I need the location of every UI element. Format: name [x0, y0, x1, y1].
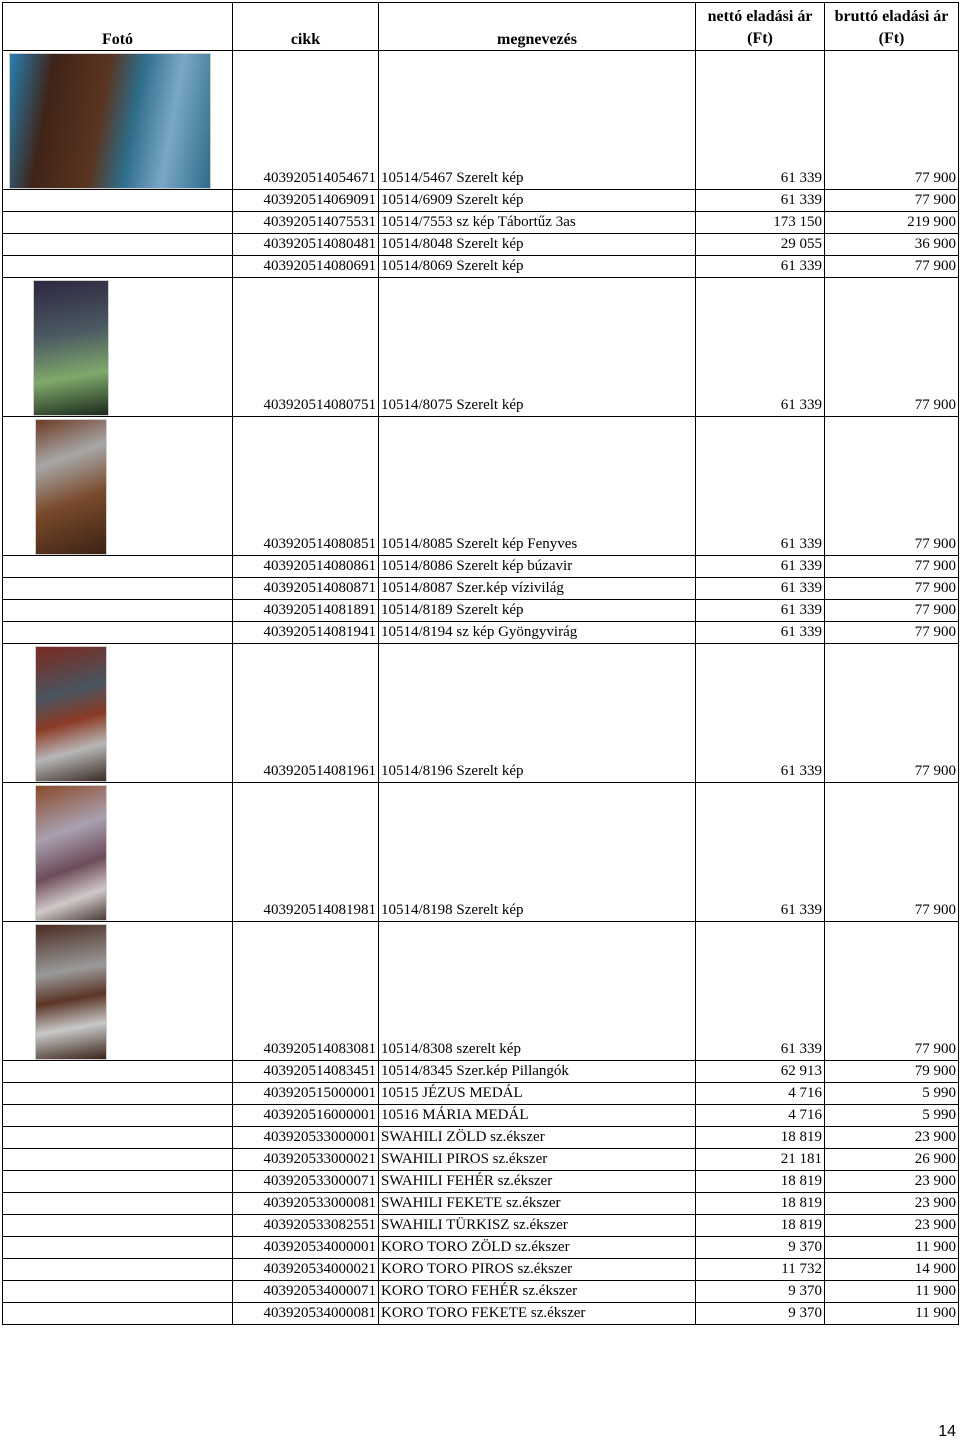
cikk-cell: 403920534000071: [233, 1281, 379, 1303]
cikk-cell: 403920514054671: [233, 51, 379, 190]
header-foto: Fotó: [3, 3, 233, 51]
table-row: [3, 190, 959, 212]
table-body: [3, 51, 959, 1325]
table-row: [3, 622, 959, 644]
table-row: [3, 1171, 959, 1193]
megnevezes-cell: 10514/8086 Szerelt kép búzavir: [379, 556, 696, 578]
table-row: [3, 1083, 959, 1105]
cikk-cell: 403920533000081: [233, 1193, 379, 1215]
header-megnevezes: megnevezés: [379, 3, 696, 51]
photo-cell: [3, 256, 233, 278]
header-brutto: [825, 3, 959, 51]
photo-cell: [3, 51, 233, 190]
cikk-cell: 403920533000071: [233, 1171, 379, 1193]
brutto-price-cell: 23 900: [825, 1127, 959, 1149]
megnevezes-cell: SWAHILI FEKETE sz.ékszer: [379, 1193, 696, 1215]
brutto-price-cell: 77 900: [825, 922, 959, 1061]
cikk-cell: 403920534000081: [233, 1303, 379, 1325]
megnevezes-cell: KORO TORO ZÖLD sz.ékszer: [379, 1237, 696, 1259]
photo-cell: [3, 1303, 233, 1325]
netto-price-cell: 61 339: [696, 417, 825, 556]
netto-price-cell: 21 181: [696, 1149, 825, 1171]
cikk-cell: 403920514081891: [233, 600, 379, 622]
photo-cell: [3, 783, 233, 922]
netto-price-cell: 9 370: [696, 1303, 825, 1325]
photo-cell: [3, 1149, 233, 1171]
cikk-cell: 403920514080871: [233, 578, 379, 600]
price-list-table: [2, 2, 959, 1325]
header-brutto-line2: (Ft): [878, 29, 905, 47]
cikk-cell: 403920516000001: [233, 1105, 379, 1127]
netto-price-cell: 18 819: [696, 1127, 825, 1149]
photo-cell: [3, 278, 233, 417]
megnevezes-cell: 10516 MÁRIA MEDÁL: [379, 1105, 696, 1127]
megnevezes-cell: 10514/8189 Szerelt kép: [379, 600, 696, 622]
netto-price-cell: 61 339: [696, 783, 825, 922]
megnevezes-cell: 10514/6909 Szerelt kép: [379, 190, 696, 212]
cikk-cell: 403920514069091: [233, 190, 379, 212]
megnevezes-cell: 10514/8048 Szerelt kép: [379, 234, 696, 256]
table-row: [3, 212, 959, 234]
page-number: 14: [938, 1423, 956, 1440]
cikk-cell: 403920533000021: [233, 1149, 379, 1171]
photo-cell: [3, 1127, 233, 1149]
table-row: [3, 1061, 959, 1083]
table-row: [3, 578, 959, 600]
megnevezes-cell: 10514/8308 szerelt kép: [379, 922, 696, 1061]
brutto-price-cell: 77 900: [825, 600, 959, 622]
brutto-price-cell: 23 900: [825, 1193, 959, 1215]
brutto-price-cell: 5 990: [825, 1083, 959, 1105]
product-photo: [33, 280, 109, 416]
netto-price-cell: 61 339: [696, 922, 825, 1061]
photo-cell: [3, 212, 233, 234]
brutto-price-cell: 26 900: [825, 1149, 959, 1171]
product-photo: [35, 924, 107, 1060]
cikk-cell: 403920514081941: [233, 622, 379, 644]
megnevezes-cell: 10514/8345 Szer.kép Pillangók: [379, 1061, 696, 1083]
netto-price-cell: 4 716: [696, 1105, 825, 1127]
brutto-price-cell: 77 900: [825, 278, 959, 417]
brutto-price-cell: 77 900: [825, 622, 959, 644]
netto-price-cell: 9 370: [696, 1281, 825, 1303]
photo-cell: [3, 578, 233, 600]
cikk-cell: 403920514080861: [233, 556, 379, 578]
brutto-price-cell: 77 900: [825, 783, 959, 922]
brutto-price-cell: 23 900: [825, 1215, 959, 1237]
table-row: [3, 234, 959, 256]
megnevezes-cell: KORO TORO FEKETE sz.ékszer: [379, 1303, 696, 1325]
brutto-price-cell: 77 900: [825, 578, 959, 600]
megnevezes-cell: KORO TORO FEHÉR sz.ékszer: [379, 1281, 696, 1303]
cikk-cell: 403920514081961: [233, 644, 379, 783]
brutto-price-cell: 11 900: [825, 1237, 959, 1259]
megnevezes-cell: 10514/5467 Szerelt kép: [379, 51, 696, 190]
netto-price-cell: 62 913: [696, 1061, 825, 1083]
photo-cell: [3, 234, 233, 256]
megnevezes-cell: SWAHILI FEHÉR sz.ékszer: [379, 1171, 696, 1193]
table-row: [3, 922, 959, 1061]
megnevezes-cell: SWAHILI TÜRKISZ sz.ékszer: [379, 1215, 696, 1237]
megnevezes-cell: SWAHILI ZÖLD sz.ékszer: [379, 1127, 696, 1149]
megnevezes-cell: 10514/7553 sz kép Tábortűz 3as: [379, 212, 696, 234]
cikk-cell: 403920534000021: [233, 1259, 379, 1281]
netto-price-cell: 61 339: [696, 644, 825, 783]
product-photo: [35, 646, 107, 782]
table-row: [3, 1215, 959, 1237]
brutto-price-cell: 77 900: [825, 417, 959, 556]
product-photo: [9, 53, 211, 189]
photo-cell: [3, 1171, 233, 1193]
photo-cell: [3, 1237, 233, 1259]
megnevezes-cell: 10514/8198 Szerelt kép: [379, 783, 696, 922]
header-netto: [696, 3, 825, 51]
table-row: [3, 1127, 959, 1149]
megnevezes-cell: 10514/8075 Szerelt kép: [379, 278, 696, 417]
netto-price-cell: 61 339: [696, 622, 825, 644]
megnevezes-cell: 10515 JÉZUS MEDÁL: [379, 1083, 696, 1105]
brutto-price-cell: 14 900: [825, 1259, 959, 1281]
photo-cell: [3, 922, 233, 1061]
cikk-cell: 403920514080481: [233, 234, 379, 256]
netto-price-cell: 4 716: [696, 1083, 825, 1105]
table-row: [3, 556, 959, 578]
netto-price-cell: 9 370: [696, 1237, 825, 1259]
netto-price-cell: 61 339: [696, 578, 825, 600]
photo-cell: [3, 1215, 233, 1237]
photo-cell: [3, 622, 233, 644]
table-row: [3, 1281, 959, 1303]
photo-cell: [3, 1061, 233, 1083]
table-row: [3, 1259, 959, 1281]
cikk-cell: 403920514080691: [233, 256, 379, 278]
cikk-cell: 403920514081981: [233, 783, 379, 922]
table-row: [3, 256, 959, 278]
brutto-price-cell: 77 900: [825, 256, 959, 278]
header-cikk: cikk: [233, 3, 379, 51]
product-photo: [35, 419, 107, 555]
photo-cell: [3, 600, 233, 622]
header-brutto-line1: bruttó eladási ár: [834, 7, 949, 25]
photo-cell: [3, 1259, 233, 1281]
netto-price-cell: 61 339: [696, 256, 825, 278]
photo-cell: [3, 1281, 233, 1303]
netto-price-cell: 18 819: [696, 1193, 825, 1215]
header-netto-line2: (Ft): [747, 29, 773, 47]
table-row: [3, 1149, 959, 1171]
brutto-price-cell: 11 900: [825, 1281, 959, 1303]
table-row: [3, 1193, 959, 1215]
brutto-price-cell: 77 900: [825, 556, 959, 578]
table-row: [3, 783, 959, 922]
netto-price-cell: 61 339: [696, 278, 825, 417]
brutto-price-cell: 77 900: [825, 644, 959, 783]
brutto-price-cell: 79 900: [825, 1061, 959, 1083]
megnevezes-cell: SWAHILI PIROS sz.ékszer: [379, 1149, 696, 1171]
netto-price-cell: 18 819: [696, 1171, 825, 1193]
megnevezes-cell: 10514/8194 sz kép Gyöngyvirág: [379, 622, 696, 644]
cikk-cell: 403920514080751: [233, 278, 379, 417]
photo-cell: [3, 556, 233, 578]
brutto-price-cell: 36 900: [825, 234, 959, 256]
megnevezes-cell: 10514/8069 Szerelt kép: [379, 256, 696, 278]
table-row: [3, 600, 959, 622]
photo-cell: [3, 1083, 233, 1105]
cikk-cell: 403920534000001: [233, 1237, 379, 1259]
table-row: [3, 417, 959, 556]
netto-price-cell: 61 339: [696, 190, 825, 212]
table-row: [3, 644, 959, 783]
cikk-cell: 403920514075531: [233, 212, 379, 234]
netto-price-cell: 61 339: [696, 600, 825, 622]
product-photo: [35, 785, 107, 921]
photo-cell: [3, 1105, 233, 1127]
netto-price-cell: 61 339: [696, 556, 825, 578]
photo-cell: [3, 417, 233, 556]
cikk-cell: 403920514080851: [233, 417, 379, 556]
megnevezes-cell: KORO TORO PIROS sz.ékszer: [379, 1259, 696, 1281]
table-row: [3, 1303, 959, 1325]
megnevezes-cell: 10514/8087 Szer.kép vízivilág: [379, 578, 696, 600]
netto-price-cell: 173 150: [696, 212, 825, 234]
brutto-price-cell: 219 900: [825, 212, 959, 234]
brutto-price-cell: 77 900: [825, 190, 959, 212]
table-row: [3, 1237, 959, 1259]
table-row: [3, 1105, 959, 1127]
cikk-cell: 403920533000001: [233, 1127, 379, 1149]
photo-cell: [3, 644, 233, 783]
megnevezes-cell: 10514/8085 Szerelt kép Fenyves: [379, 417, 696, 556]
megnevezes-cell: 10514/8196 Szerelt kép: [379, 644, 696, 783]
cikk-cell: 403920514083081: [233, 922, 379, 1061]
photo-cell: [3, 1193, 233, 1215]
cikk-cell: 403920514083451: [233, 1061, 379, 1083]
header-netto-line1: nettó eladási ár: [707, 7, 813, 25]
cikk-cell: 403920515000001: [233, 1083, 379, 1105]
photo-cell: [3, 190, 233, 212]
brutto-price-cell: 11 900: [825, 1303, 959, 1325]
netto-price-cell: 18 819: [696, 1215, 825, 1237]
table-row: [3, 51, 959, 190]
brutto-price-cell: 5 990: [825, 1105, 959, 1127]
brutto-price-cell: 23 900: [825, 1171, 959, 1193]
netto-price-cell: 11 732: [696, 1259, 825, 1281]
table-row: [3, 278, 959, 417]
netto-price-cell: 61 339: [696, 51, 825, 190]
header-row: [3, 3, 959, 51]
brutto-price-cell: 77 900: [825, 51, 959, 190]
cikk-cell: 403920533082551: [233, 1215, 379, 1237]
netto-price-cell: 29 055: [696, 234, 825, 256]
